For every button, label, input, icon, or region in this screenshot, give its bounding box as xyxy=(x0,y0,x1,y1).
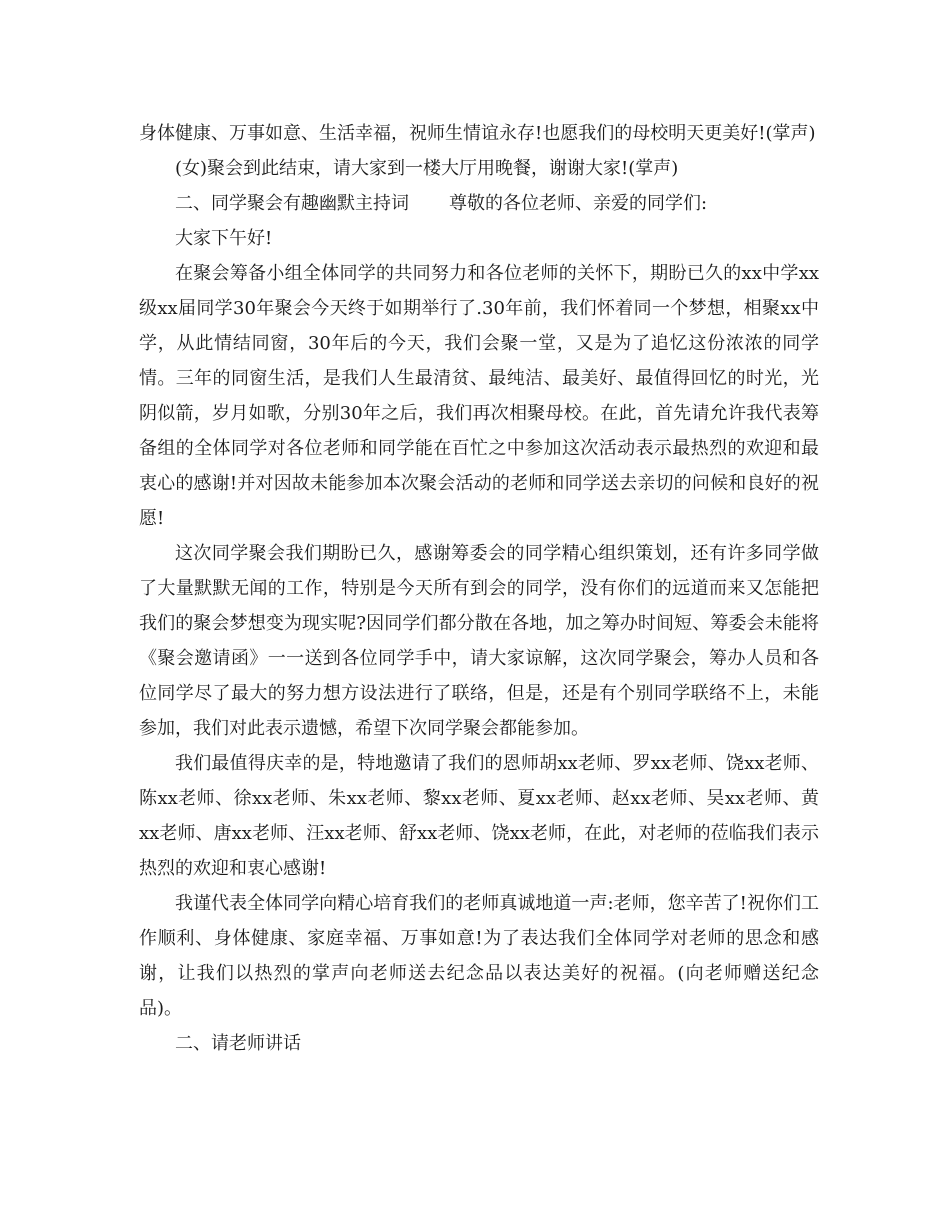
salutation: 尊敬的各位老师、亲爱的同学们: xyxy=(449,193,708,214)
greeting: 大家下午好! xyxy=(175,228,273,249)
paragraph-opening-speech: 在聚会筹备小组全体同学的共同努力和各位老师的关怀下，期盼已久的xx中学xx级xx届同学30年聚会今天终于如期举行了.30年前，我们怀着同一个梦想，相聚xx中学，从此情结同窗，30年后的今天，我们会聚一堂，又是为了追忆这份浓浓的同学情。三年的同窗生活，是我们人生最清贫、最纯洁、最美好、最值得回忆的时光，光阴似箭，岁月如歌，分别30年之后，我们再次相聚母校。在此，首先请允许我代表筹备组的全体同学对各位老师和同学能在百忙之中参加这次活动表示最热烈的欢迎和最衷心的感谢!并对因故未能参加本次聚会活动的老师和同学送去亲切的问候和良好的祝愿! xyxy=(139,263,819,529)
section-heading-teacher-speech: 二、请老师讲话 xyxy=(175,1033,301,1054)
paragraph-closing-wishes: 身体健康、万事如意、生活幸福，祝师生情谊永存!也愿我们的母校明天更美好!(掌声) xyxy=(139,123,816,144)
section-heading: 二、同学聚会有趣幽默主持词 xyxy=(175,193,409,214)
paragraph-gratitude: 我谨代表全体同学向精心培育我们的老师真诚地道一声:老师，您辛苦了!祝你们工作顺利、身体健康、家庭幸福、万事如意!为了表达我们全体同学对老师的思念和感谢，让我们以热烈的掌声向老师送去纪念品以表达美好的祝福。(向老师赠送纪念品)。 xyxy=(139,893,819,1019)
paragraph-closing-announcement: (女)聚会到此结束，请大家到一楼大厅用晚餐，谢谢大家!(掌声) xyxy=(175,158,679,179)
section-heading-line xyxy=(139,186,819,221)
paragraph-thanks-committee: 这次同学聚会我们期盼已久，感谢筹委会的同学精心组织策划，还有许多同学做了大量默默无闻的工作，特别是今天所有到会的同学，没有你们的远道而来又怎能把我们的聚会梦想变为现实呢?因同学们都分散在各地，加之筹办时间短、筹委会未能将《聚会邀请函》一一送到各位同学手中，请大家谅解，这次同学聚会，筹办人员和各位同学尽了最大的努力想方设法进行了联络，但是，还是有个别同学联络不上，未能参加，我们对此表示遗憾，希望下次同学聚会都能参加。 xyxy=(139,543,819,739)
document-body xyxy=(139,116,819,1061)
paragraph-teachers-welcome: 我们最值得庆幸的是，特地邀请了我们的恩师胡xx老师、罗xx老师、饶xx老师、陈xx老师、徐xx老师、朱xx老师、黎xx老师、夏xx老师、赵xx老师、吴xx老师、黄xx老师、唐xx老师、汪xx老师、舒xx老师、饶xx老师，在此，对老师的莅临我们表示热烈的欢迎和衷心感谢! xyxy=(139,753,819,879)
